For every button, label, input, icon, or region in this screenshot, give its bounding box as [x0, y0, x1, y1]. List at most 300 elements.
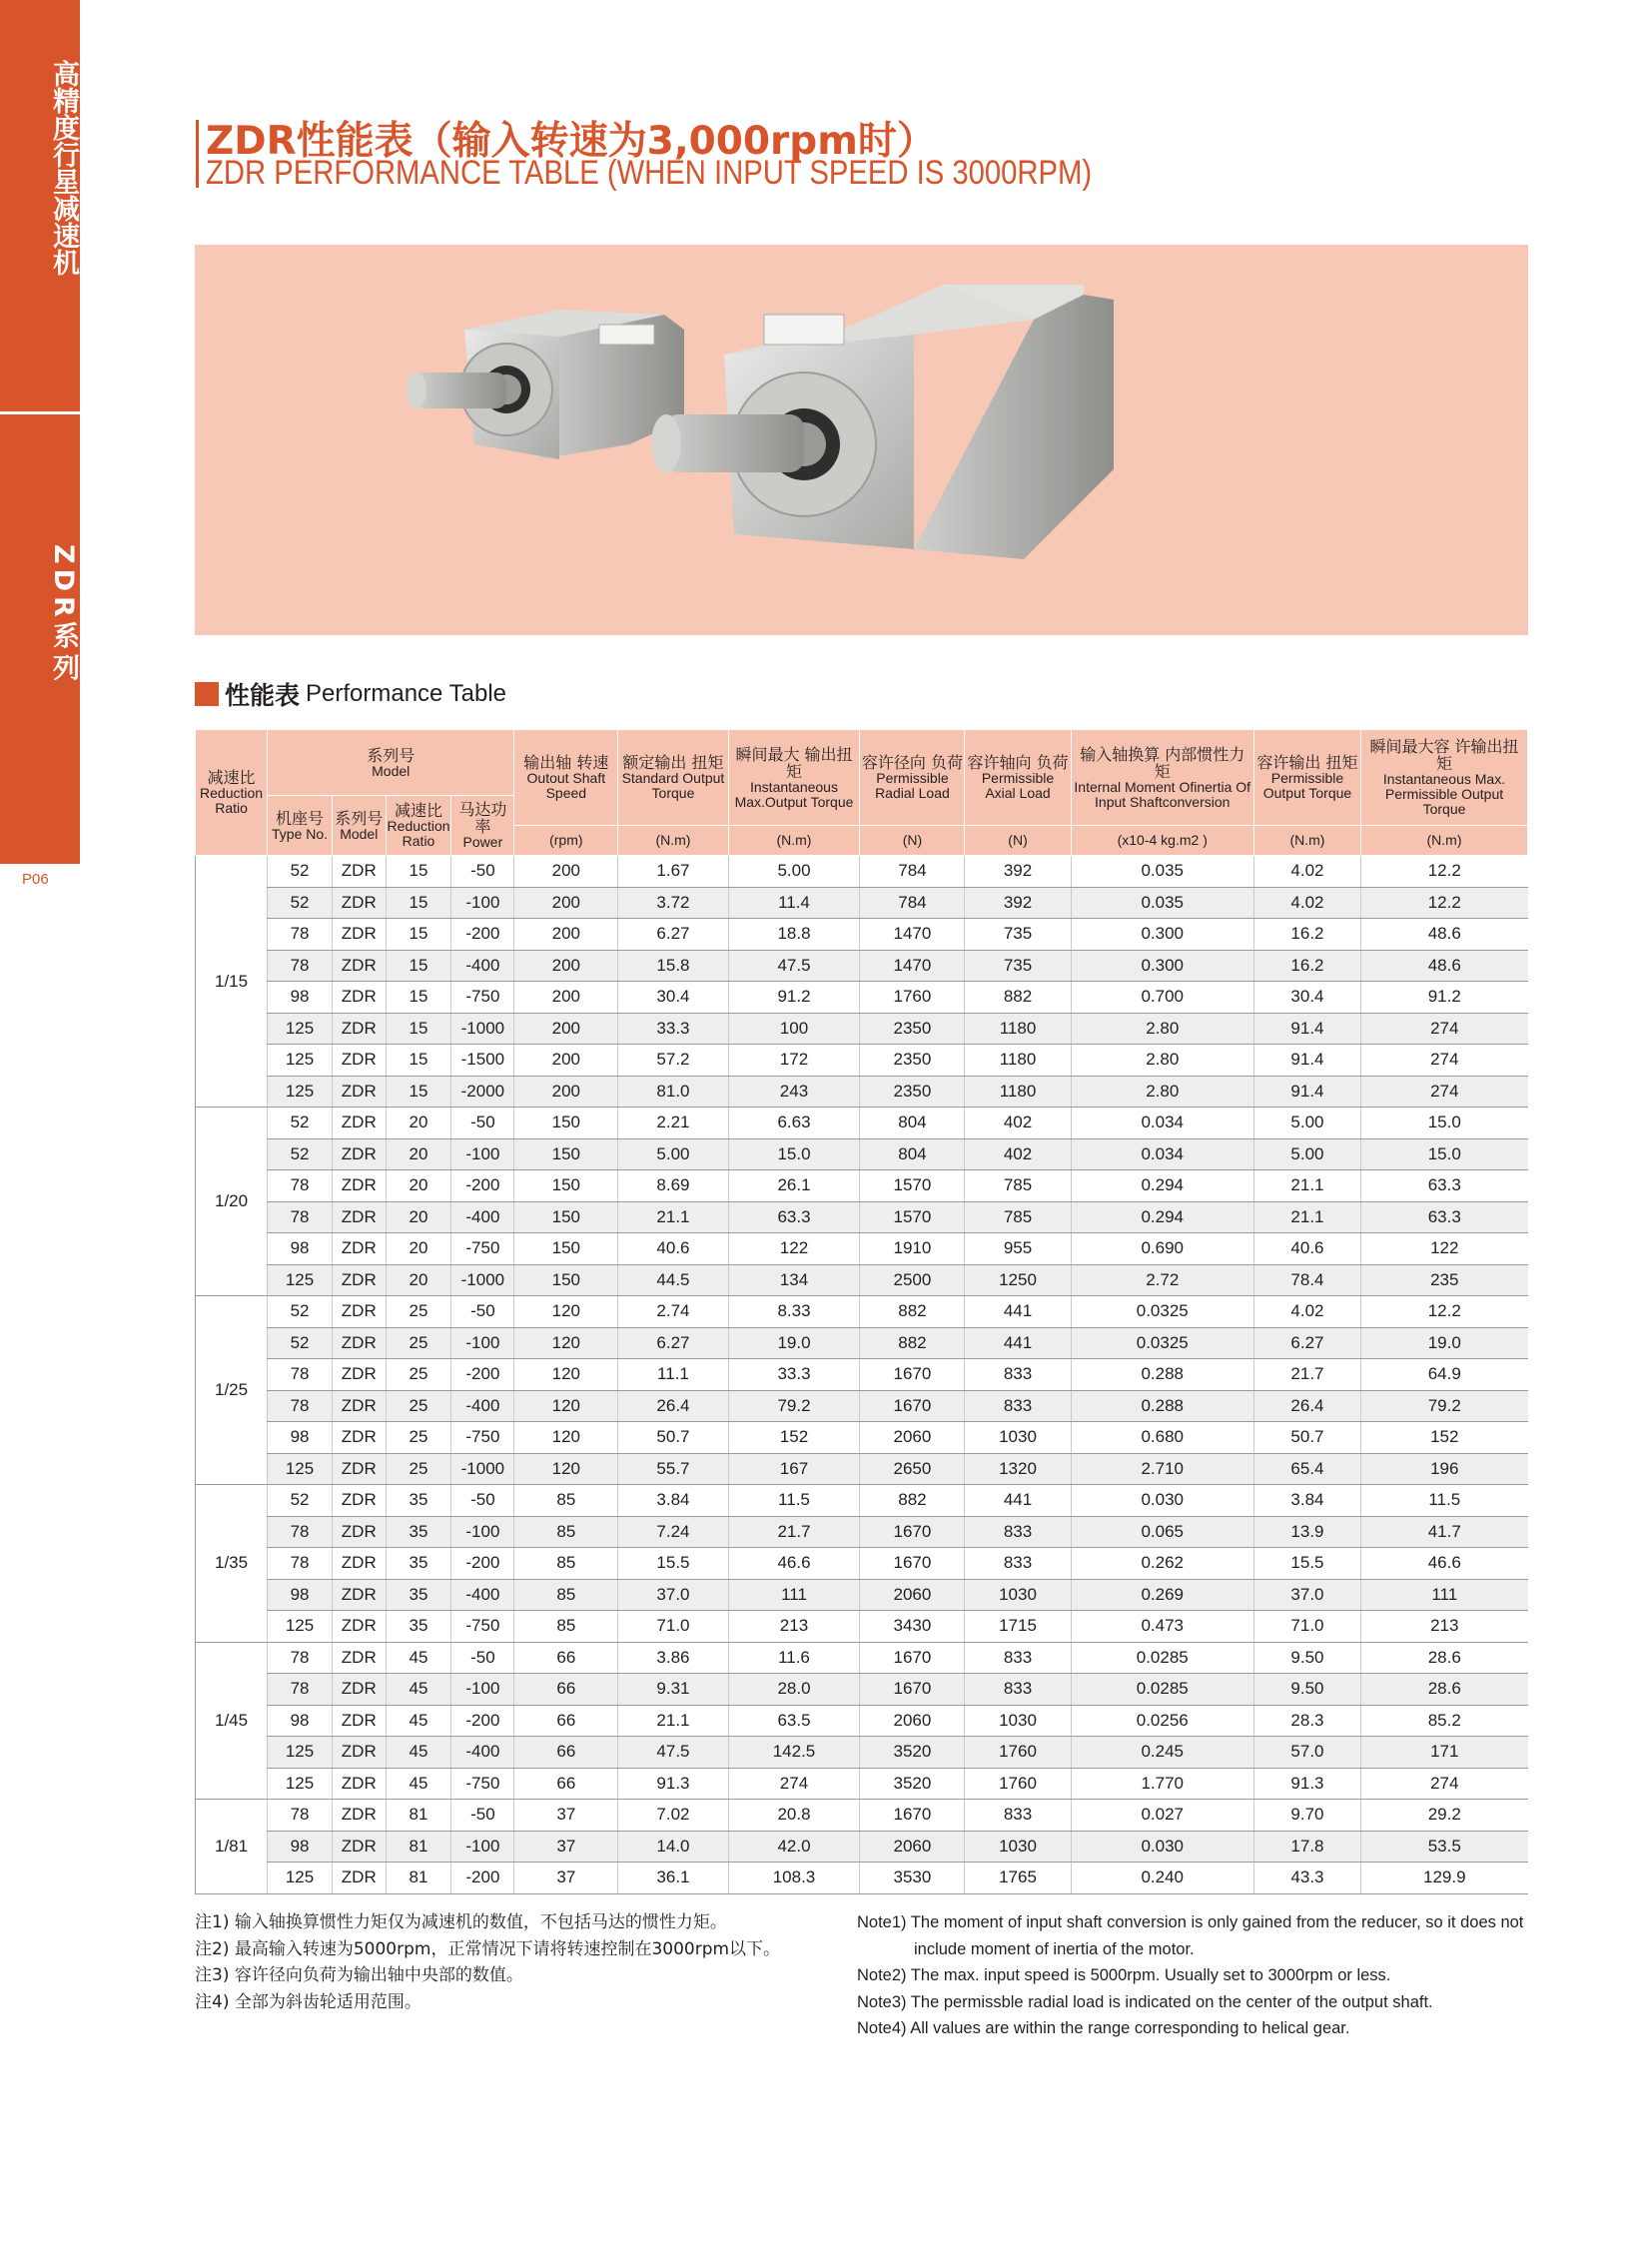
cell-series: ZDR: [332, 1390, 386, 1422]
cell-instant-permissible-torque: 12.2: [1361, 856, 1528, 888]
cell-type-no: 52: [268, 1485, 333, 1517]
gear-reducer-illustrations: [195, 245, 1528, 635]
performance-table: [195, 729, 1528, 1894]
cell-series: ZDR: [332, 1831, 386, 1863]
cell-series: ZDR: [332, 919, 386, 951]
cell-max-torque: 47.5: [728, 950, 860, 982]
cell-permissible-torque: 40.6: [1253, 1233, 1360, 1265]
cell-power: -750: [451, 1422, 514, 1454]
cell-type-no: 125: [268, 1076, 333, 1108]
cell-standard-torque: 6.27: [618, 919, 728, 951]
cell-axial-load: 1180: [965, 1076, 1071, 1108]
cell-speed: 85: [514, 1579, 618, 1611]
cell-radial-load: 1670: [860, 1642, 965, 1674]
cell-instant-permissible-torque: 15.0: [1361, 1138, 1528, 1170]
cell-instant-permissible-torque: 152: [1361, 1422, 1528, 1454]
header-instant-permissible-torque: 瞬间最大容 许输出扭矩 Instantaneous Max. Permissible Output Torque: [1361, 730, 1528, 826]
cell-reduction: 20: [386, 1233, 451, 1265]
cell-max-torque: 28.0: [728, 1674, 860, 1706]
cell-standard-torque: 57.2: [618, 1045, 728, 1077]
cell-standard-torque: 44.5: [618, 1264, 728, 1296]
cell-inertia: 0.690: [1071, 1233, 1253, 1265]
cell-speed: 37: [514, 1800, 618, 1832]
table-row: [196, 1674, 1528, 1706]
cell-power: -750: [451, 982, 514, 1014]
cell-speed: 150: [514, 1138, 618, 1170]
cell-speed: 200: [514, 919, 618, 951]
table-row: [196, 1076, 1528, 1108]
cell-max-torque: 213: [728, 1611, 860, 1643]
cell-radial-load: 3520: [860, 1768, 965, 1800]
cell-speed: 120: [514, 1390, 618, 1422]
cell-power: -400: [451, 1579, 514, 1611]
section-title-en: Performance Table: [306, 680, 507, 707]
cell-series: ZDR: [332, 1516, 386, 1548]
cell-series: ZDR: [332, 1705, 386, 1737]
cell-axial-load: 833: [965, 1642, 1071, 1674]
cell-series: ZDR: [332, 1138, 386, 1170]
cell-type-no: 78: [268, 1201, 333, 1233]
ratio-group-cell: 1/45: [196, 1642, 268, 1800]
cell-reduction: 35: [386, 1516, 451, 1548]
table-row: [196, 1642, 1528, 1674]
cell-max-torque: 172: [728, 1045, 860, 1077]
table-row: [196, 1296, 1528, 1328]
cell-reduction: 15: [386, 919, 451, 951]
table-row: [196, 1548, 1528, 1580]
cell-power: -50: [451, 856, 514, 888]
cell-power: -200: [451, 1170, 514, 1202]
cell-radial-load: 1670: [860, 1800, 965, 1832]
cell-standard-torque: 2.74: [618, 1296, 728, 1328]
cell-standard-torque: 21.1: [618, 1705, 728, 1737]
cell-permissible-torque: 21.1: [1253, 1201, 1360, 1233]
cell-max-torque: 63.5: [728, 1705, 860, 1737]
cell-instant-permissible-torque: 46.6: [1361, 1548, 1528, 1580]
cell-type-no: 52: [268, 1296, 333, 1328]
cell-standard-torque: 47.5: [618, 1737, 728, 1769]
cell-standard-torque: 7.24: [618, 1516, 728, 1548]
cell-axial-load: 833: [965, 1390, 1071, 1422]
cell-reduction: 20: [386, 1170, 451, 1202]
cell-instant-permissible-torque: 53.5: [1361, 1831, 1528, 1863]
note-en-3: Note3) The permissble radial load is indicated on the center of the output shaft.: [857, 1992, 1433, 2011]
sidebar-series: ZDR系列: [48, 544, 79, 686]
ratio-group-cell: 1/35: [196, 1485, 268, 1643]
table-row: [196, 1201, 1528, 1233]
cell-max-torque: 79.2: [728, 1390, 860, 1422]
cell-speed: 200: [514, 887, 618, 919]
cell-type-no: 78: [268, 1390, 333, 1422]
table-row: [196, 1800, 1528, 1832]
cell-reduction: 35: [386, 1579, 451, 1611]
table-row: [196, 1863, 1528, 1894]
cell-series: ZDR: [332, 1674, 386, 1706]
cell-inertia: 0.0256: [1071, 1705, 1253, 1737]
cell-radial-load: 784: [860, 887, 965, 919]
note-en-2: Note2) The max. input speed is 5000rpm. Usually set to 3000rpm or less.: [857, 1966, 1391, 1984]
cell-standard-torque: 8.69: [618, 1170, 728, 1202]
section-heading: [195, 676, 507, 710]
cell-speed: 66: [514, 1705, 618, 1737]
cell-type-no: 78: [268, 1359, 333, 1391]
cell-speed: 120: [514, 1422, 618, 1454]
cell-series: ZDR: [332, 1170, 386, 1202]
cell-reduction: 81: [386, 1831, 451, 1863]
cell-max-torque: 142.5: [728, 1737, 860, 1769]
cell-inertia: 0.245: [1071, 1737, 1253, 1769]
cell-speed: 200: [514, 982, 618, 1014]
cell-axial-load: 735: [965, 950, 1071, 982]
cell-reduction: 45: [386, 1674, 451, 1706]
cell-instant-permissible-torque: 41.7: [1361, 1516, 1528, 1548]
cell-reduction: 35: [386, 1485, 451, 1517]
notes-chinese: [195, 1909, 780, 2015]
cell-standard-torque: 37.0: [618, 1579, 728, 1611]
cell-reduction: 81: [386, 1800, 451, 1832]
table-row: [196, 1045, 1528, 1077]
cell-standard-torque: 3.72: [618, 887, 728, 919]
section-title-cn: 性能表: [225, 681, 301, 710]
cell-permissible-torque: 15.5: [1253, 1548, 1360, 1580]
cell-reduction: 15: [386, 1076, 451, 1108]
cell-inertia: 2.80: [1071, 1013, 1253, 1045]
cell-reduction: 15: [386, 1013, 451, 1045]
cell-standard-torque: 5.00: [618, 1138, 728, 1170]
cell-speed: 120: [514, 1296, 618, 1328]
cell-axial-load: 1180: [965, 1045, 1071, 1077]
cell-permissible-torque: 57.0: [1253, 1737, 1360, 1769]
cell-series: ZDR: [332, 887, 386, 919]
cell-standard-torque: 91.3: [618, 1768, 728, 1800]
cell-axial-load: 735: [965, 919, 1071, 951]
cell-inertia: 0.294: [1071, 1170, 1253, 1202]
table-row: [196, 919, 1528, 951]
header-speed: 输出轴 转速 Outout Shaft Speed: [514, 730, 618, 826]
cell-permissible-torque: 16.2: [1253, 950, 1360, 982]
cell-type-no: 125: [268, 1737, 333, 1769]
cell-standard-torque: 21.1: [618, 1201, 728, 1233]
cell-permissible-torque: 43.3: [1253, 1863, 1360, 1894]
cell-axial-load: 1030: [965, 1422, 1071, 1454]
cell-radial-load: 1670: [860, 1390, 965, 1422]
cell-radial-load: 882: [860, 1327, 965, 1359]
table-row: [196, 950, 1528, 982]
cell-speed: 66: [514, 1768, 618, 1800]
cell-series: ZDR: [332, 856, 386, 888]
cell-axial-load: 833: [965, 1800, 1071, 1832]
cell-inertia: 0.288: [1071, 1390, 1253, 1422]
cell-reduction: 15: [386, 1045, 451, 1077]
cell-inertia: 0.0285: [1071, 1642, 1253, 1674]
cell-power: -200: [451, 1863, 514, 1894]
cell-power: -200: [451, 1548, 514, 1580]
cell-axial-load: 1030: [965, 1705, 1071, 1737]
cell-reduction: 25: [386, 1359, 451, 1391]
header-max-torque: 瞬间最大 输出扭矩 Instantaneous Max.Output Torque: [728, 730, 860, 826]
cell-speed: 85: [514, 1485, 618, 1517]
cell-inertia: 0.700: [1071, 982, 1253, 1014]
cell-inertia: 0.065: [1071, 1516, 1253, 1548]
cell-radial-load: 3530: [860, 1863, 965, 1894]
cell-power: -100: [451, 1831, 514, 1863]
cell-max-torque: 5.00: [728, 856, 860, 888]
cell-max-torque: 11.5: [728, 1485, 860, 1517]
cell-series: ZDR: [332, 1422, 386, 1454]
cell-speed: 37: [514, 1863, 618, 1894]
cell-radial-load: 882: [860, 1485, 965, 1517]
table-row: [196, 1831, 1528, 1863]
unit-instant-permissible-torque: (N.m): [1361, 826, 1528, 856]
cell-power: -400: [451, 1737, 514, 1769]
cell-inertia: 2.80: [1071, 1045, 1253, 1077]
cell-reduction: 15: [386, 982, 451, 1014]
cell-max-torque: 42.0: [728, 1831, 860, 1863]
cell-inertia: 0.473: [1071, 1611, 1253, 1643]
cell-power: -100: [451, 1674, 514, 1706]
ratio-group-cell: 1/81: [196, 1800, 268, 1894]
cell-axial-load: 1320: [965, 1453, 1071, 1485]
cell-speed: 85: [514, 1611, 618, 1643]
cell-power: -50: [451, 1108, 514, 1139]
cell-standard-torque: 33.3: [618, 1013, 728, 1045]
cell-speed: 200: [514, 950, 618, 982]
header-standard-torque: 额定输出 扭矩 Standard Output Torque: [618, 730, 728, 826]
cell-radial-load: 1470: [860, 919, 965, 951]
cell-speed: 150: [514, 1170, 618, 1202]
cell-series: ZDR: [332, 1201, 386, 1233]
cell-type-no: 98: [268, 1831, 333, 1863]
cell-standard-torque: 55.7: [618, 1453, 728, 1485]
cell-inertia: 0.0325: [1071, 1327, 1253, 1359]
cell-radial-load: 804: [860, 1138, 965, 1170]
cell-power: -50: [451, 1296, 514, 1328]
cell-series: ZDR: [332, 1076, 386, 1108]
header-axial-load: 容许轴向 负荷 Permissible Axial Load: [965, 730, 1071, 826]
table-row: [196, 1579, 1528, 1611]
cell-max-torque: 18.8: [728, 919, 860, 951]
cell-inertia: 0.027: [1071, 1800, 1253, 1832]
cell-type-no: 52: [268, 887, 333, 919]
table-row: [196, 856, 1528, 888]
note-cn-1: 注1) 输入轴换算惯性力矩仅为减速机的数值，不包括马达的惯性力矩。: [195, 1912, 727, 1932]
cell-power: -100: [451, 1327, 514, 1359]
cell-radial-load: 2060: [860, 1579, 965, 1611]
cell-radial-load: 1670: [860, 1548, 965, 1580]
header-inertia: 输入轴换算 内部惯性力矩 Internal Moment Ofinertia Of Input Shaftconversion: [1071, 730, 1253, 826]
cell-inertia: 0.0325: [1071, 1296, 1253, 1328]
cell-series: ZDR: [332, 1579, 386, 1611]
cell-axial-load: 785: [965, 1201, 1071, 1233]
cell-permissible-torque: 9.70: [1253, 1800, 1360, 1832]
cell-series: ZDR: [332, 1863, 386, 1894]
cell-standard-torque: 3.86: [618, 1642, 728, 1674]
table-row: [196, 1422, 1528, 1454]
cell-inertia: 0.262: [1071, 1548, 1253, 1580]
cell-speed: 200: [514, 1076, 618, 1108]
cell-standard-torque: 26.4: [618, 1390, 728, 1422]
cell-power: -1000: [451, 1453, 514, 1485]
cell-radial-load: 1910: [860, 1233, 965, 1265]
cell-inertia: 0.035: [1071, 856, 1253, 888]
cell-instant-permissible-torque: 129.9: [1361, 1863, 1528, 1894]
cell-standard-torque: 15.8: [618, 950, 728, 982]
cell-speed: 120: [514, 1327, 618, 1359]
title-rule: [196, 120, 199, 188]
cell-speed: 66: [514, 1674, 618, 1706]
cell-max-torque: 20.8: [728, 1800, 860, 1832]
cell-speed: 150: [514, 1201, 618, 1233]
cell-type-no: 52: [268, 1327, 333, 1359]
cell-instant-permissible-torque: 63.3: [1361, 1201, 1528, 1233]
cell-standard-torque: 9.31: [618, 1674, 728, 1706]
cell-axial-load: 1180: [965, 1013, 1071, 1045]
cell-series: ZDR: [332, 1013, 386, 1045]
unit-radial-load: (N): [860, 826, 965, 856]
cell-permissible-torque: 4.02: [1253, 1296, 1360, 1328]
cell-speed: 150: [514, 1264, 618, 1296]
cell-reduction: 20: [386, 1138, 451, 1170]
cell-type-no: 78: [268, 1800, 333, 1832]
note-cn-4: 注4) 全部为斜齿轮适用范围。: [195, 1991, 421, 2012]
cell-standard-torque: 81.0: [618, 1076, 728, 1108]
cell-axial-load: 392: [965, 887, 1071, 919]
cell-permissible-torque: 30.4: [1253, 982, 1360, 1014]
cell-instant-permissible-torque: 79.2: [1361, 1390, 1528, 1422]
cell-instant-permissible-torque: 274: [1361, 1013, 1528, 1045]
cell-axial-load: 1250: [965, 1264, 1071, 1296]
cell-max-torque: 46.6: [728, 1548, 860, 1580]
cell-axial-load: 1030: [965, 1831, 1071, 1863]
cell-instant-permissible-torque: 29.2: [1361, 1800, 1528, 1832]
cell-permissible-torque: 21.1: [1253, 1170, 1360, 1202]
cell-radial-load: 2060: [860, 1831, 965, 1863]
cell-permissible-torque: 9.50: [1253, 1674, 1360, 1706]
cell-radial-load: 1470: [860, 950, 965, 982]
cell-standard-torque: 3.84: [618, 1485, 728, 1517]
note-cn-2: 注2) 最高输入转速为5000rpm，正常情况下请将转速控制在3000rpm以下。: [195, 1938, 781, 1959]
cell-axial-load: 833: [965, 1359, 1071, 1391]
cell-series: ZDR: [332, 1548, 386, 1580]
cell-power: -750: [451, 1768, 514, 1800]
cell-series: ZDR: [332, 1737, 386, 1769]
cell-max-torque: 15.0: [728, 1138, 860, 1170]
cell-axial-load: 833: [965, 1674, 1071, 1706]
cell-type-no: 78: [268, 919, 333, 951]
cell-series: ZDR: [332, 1108, 386, 1139]
cell-max-torque: 33.3: [728, 1359, 860, 1391]
cell-power: -100: [451, 1138, 514, 1170]
cell-instant-permissible-torque: 91.2: [1361, 982, 1528, 1014]
table-row: [196, 1327, 1528, 1359]
cell-inertia: 0.030: [1071, 1831, 1253, 1863]
cell-radial-load: 3430: [860, 1611, 965, 1643]
cell-instant-permissible-torque: 28.6: [1361, 1674, 1528, 1706]
cell-instant-permissible-torque: 171: [1361, 1737, 1528, 1769]
sidebar-category: 高精度行星减速机: [48, 60, 79, 276]
cell-max-torque: 243: [728, 1076, 860, 1108]
cell-inertia: 0.680: [1071, 1422, 1253, 1454]
cell-instant-permissible-torque: 274: [1361, 1768, 1528, 1800]
cell-power: -400: [451, 950, 514, 982]
cell-max-torque: 21.7: [728, 1516, 860, 1548]
cell-speed: 66: [514, 1737, 618, 1769]
cell-max-torque: 111: [728, 1579, 860, 1611]
unit-inertia: (x10-4 kg.m2 ): [1071, 826, 1253, 856]
table-row: [196, 1516, 1528, 1548]
cell-radial-load: 2060: [860, 1422, 965, 1454]
cell-inertia: 0.300: [1071, 919, 1253, 951]
cell-reduction: 35: [386, 1611, 451, 1643]
cell-type-no: 98: [268, 1422, 333, 1454]
ratio-group-cell: 1/15: [196, 856, 268, 1108]
cell-series: ZDR: [332, 1359, 386, 1391]
cell-inertia: 0.0285: [1071, 1674, 1253, 1706]
cell-axial-load: 955: [965, 1233, 1071, 1265]
cell-series: ZDR: [332, 1611, 386, 1643]
cell-type-no: 52: [268, 1138, 333, 1170]
cell-max-torque: 91.2: [728, 982, 860, 1014]
cell-reduction: 25: [386, 1327, 451, 1359]
table-row: [196, 1108, 1528, 1139]
cell-speed: 37: [514, 1831, 618, 1863]
cell-type-no: 98: [268, 1579, 333, 1611]
cell-radial-load: 882: [860, 1296, 965, 1328]
cell-permissible-torque: 16.2: [1253, 919, 1360, 951]
cell-power: -200: [451, 919, 514, 951]
note-en-1-cont: include moment of inertia of the motor.: [914, 1939, 1195, 1958]
cell-instant-permissible-torque: 12.2: [1361, 887, 1528, 919]
note-en-1: Note1) The moment of input shaft conversion is only gained from the reducer, so it does not: [857, 1913, 1524, 1931]
cell-permissible-torque: 91.3: [1253, 1768, 1360, 1800]
cell-reduction: 20: [386, 1108, 451, 1139]
cell-reduction: 20: [386, 1264, 451, 1296]
cell-radial-load: 804: [860, 1108, 965, 1139]
cell-reduction: 25: [386, 1296, 451, 1328]
cell-series: ZDR: [332, 1453, 386, 1485]
cell-axial-load: 882: [965, 982, 1071, 1014]
cell-standard-torque: 40.6: [618, 1233, 728, 1265]
unit-axial-load: (N): [965, 826, 1071, 856]
cell-permissible-torque: 26.4: [1253, 1390, 1360, 1422]
cell-radial-load: 1570: [860, 1170, 965, 1202]
header-series: 系列号 Model: [332, 796, 386, 856]
cell-max-torque: 63.3: [728, 1201, 860, 1233]
cell-permissible-torque: 71.0: [1253, 1611, 1360, 1643]
cell-axial-load: 785: [965, 1170, 1071, 1202]
cell-power: -1500: [451, 1045, 514, 1077]
cell-series: ZDR: [332, 1642, 386, 1674]
cell-standard-torque: 11.1: [618, 1359, 728, 1391]
cell-speed: 150: [514, 1108, 618, 1139]
header-type-no: 机座号 Type No.: [268, 796, 333, 856]
cell-reduction: 15: [386, 887, 451, 919]
cell-permissible-torque: 91.4: [1253, 1013, 1360, 1045]
header-ratio: 减速比 Reduction Ratio: [196, 730, 268, 856]
cell-max-torque: 11.4: [728, 887, 860, 919]
unit-speed: (rpm): [514, 826, 618, 856]
table-row: [196, 1390, 1528, 1422]
cell-axial-load: 1030: [965, 1579, 1071, 1611]
cell-standard-torque: 14.0: [618, 1831, 728, 1863]
cell-speed: 200: [514, 856, 618, 888]
cell-power: -2000: [451, 1076, 514, 1108]
cell-max-torque: 167: [728, 1453, 860, 1485]
cell-instant-permissible-torque: 12.2: [1361, 1296, 1528, 1328]
cell-permissible-torque: 5.00: [1253, 1108, 1360, 1139]
cell-series: ZDR: [332, 1800, 386, 1832]
cell-axial-load: 402: [965, 1108, 1071, 1139]
